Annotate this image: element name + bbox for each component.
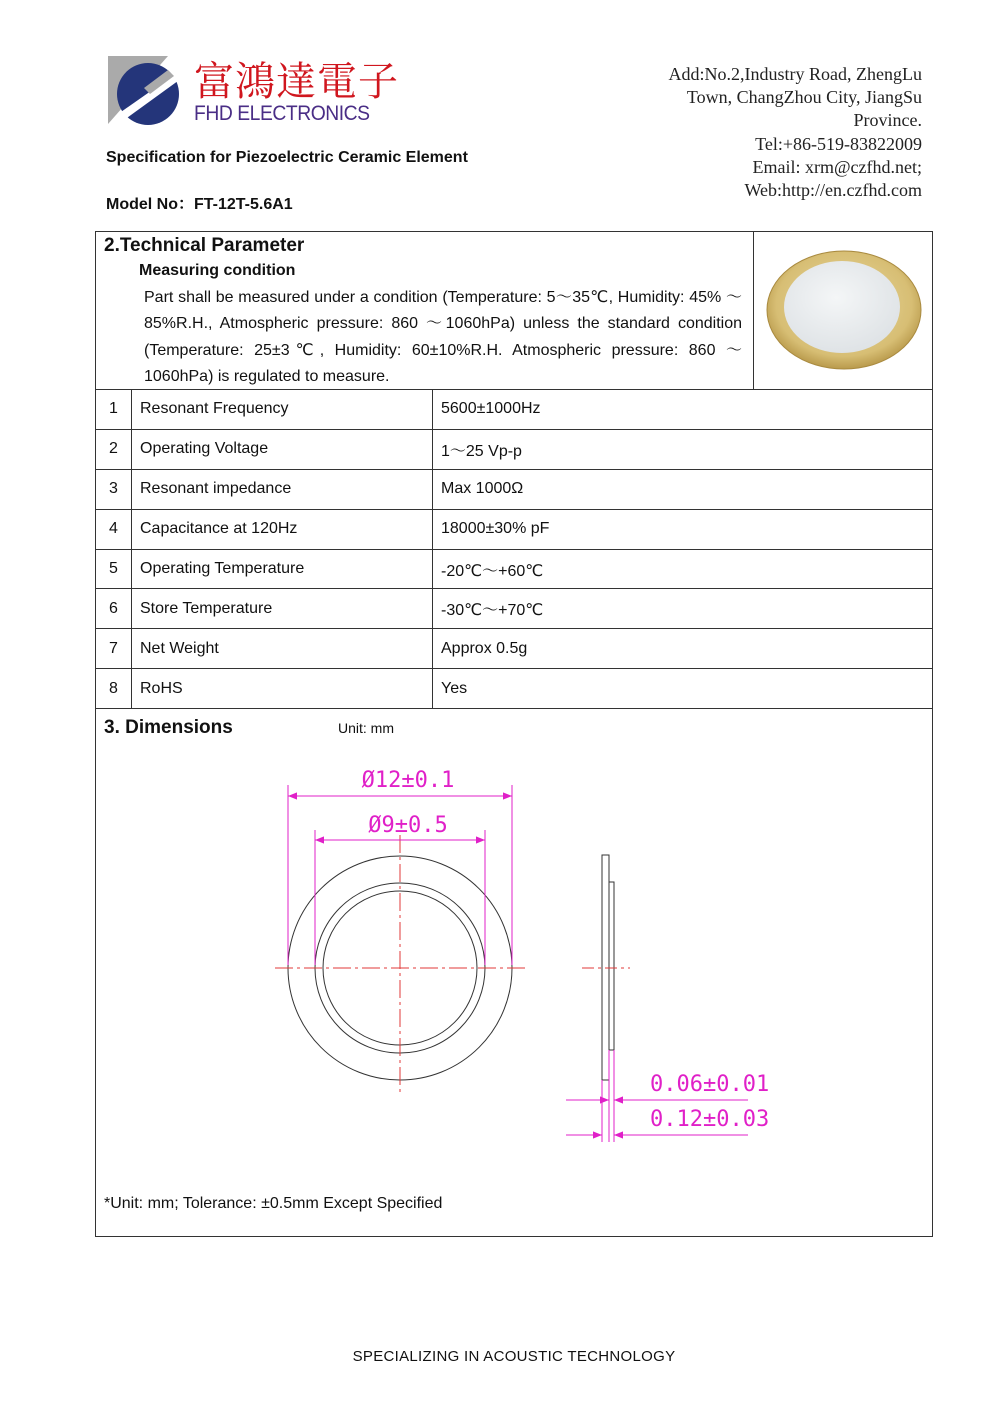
parameter-name: Capacitance at 120Hz xyxy=(132,509,433,549)
parameter-value: -20℃～+60℃ xyxy=(433,549,933,589)
inner-diameter-label: Ø9±0.5 xyxy=(368,813,448,838)
table-row xyxy=(96,429,932,469)
total-thickness-label: 0.12±0.03 xyxy=(650,1107,770,1132)
unit-label: Unit: mm xyxy=(338,720,394,736)
table-row xyxy=(96,549,932,589)
piezo-disc-image xyxy=(754,232,932,389)
parameter-value: 5600±1000Hz xyxy=(433,390,933,429)
table-row xyxy=(96,509,932,549)
row-number: 2 xyxy=(96,429,132,469)
row-number: 5 xyxy=(96,549,132,589)
parameters-table xyxy=(96,390,932,709)
footer-slogan: SPECIALIZING IN ACOUSTIC TECHNOLOGY xyxy=(352,1348,676,1365)
parameter-name: Resonant Frequency xyxy=(132,390,433,429)
brand-name-english: FHD ELECTRONICS xyxy=(194,102,370,125)
parameter-name: Net Weight xyxy=(132,629,433,669)
parameter-name: Operating Temperature xyxy=(132,549,433,589)
table-row xyxy=(96,469,932,509)
fhd-logo-mark xyxy=(104,52,184,132)
parameter-name: RoHS xyxy=(132,669,433,709)
row-number: 4 xyxy=(96,509,132,549)
brand-name-chinese: 富鴻達電子 xyxy=(194,59,399,105)
row-number: 1 xyxy=(96,390,132,429)
top-view xyxy=(275,768,525,1095)
table-row xyxy=(96,629,932,669)
telephone: Tel:+86-519-83822009 xyxy=(755,133,922,154)
table-row xyxy=(96,589,932,629)
row-number: 3 xyxy=(96,469,132,509)
dimension-drawing xyxy=(260,750,780,1150)
row-number: 6 xyxy=(96,589,132,629)
document-title: Specification for Piezoelectric Ceramic Element xyxy=(106,149,468,166)
parameter-name: Operating Voltage xyxy=(132,429,433,469)
model-number xyxy=(106,191,293,214)
row-number: 8 xyxy=(96,669,132,709)
outer-diameter-label: Ø12±0.1 xyxy=(361,768,455,793)
email: Email: xrm@czfhd.net; xyxy=(752,156,922,177)
company-logo xyxy=(104,52,399,132)
product-photo-cell xyxy=(754,232,932,390)
parameter-value: Yes xyxy=(433,669,933,709)
parameter-name: Store Temperature xyxy=(132,589,433,629)
parameter-value: 18000±30% pF xyxy=(433,509,933,549)
parameter-name: Resonant impedance xyxy=(132,469,433,509)
parameter-value: Max 1000Ω xyxy=(433,469,933,509)
dimensions-heading: 3. Dimensions xyxy=(104,717,233,738)
parameter-value: Approx 0.5g xyxy=(433,629,933,669)
ceramic-layer-side xyxy=(609,882,614,1050)
address-line: Add:No.2,Industry Road, ZhengLu xyxy=(668,64,922,84)
parameter-value: -30℃～+70℃ xyxy=(433,589,933,629)
address-line: Town, ChangZhou City, JiangSu xyxy=(686,87,922,108)
website: Web:http://en.czfhd.com xyxy=(744,180,922,201)
side-view xyxy=(566,855,769,1142)
company-address xyxy=(582,63,922,202)
table-row xyxy=(96,669,932,709)
measuring-condition-heading: Measuring condition xyxy=(139,262,296,279)
parameter-value: 1～25 Vp-p xyxy=(433,429,933,469)
model-label: Model No： xyxy=(106,196,194,213)
tolerance-note: *Unit: mm; Tolerance: ±0.5mm Except Specified xyxy=(104,1195,443,1212)
table-row xyxy=(96,390,932,429)
ceramic-thickness-label: 0.06±0.01 xyxy=(650,1072,770,1097)
row-number: 7 xyxy=(96,629,132,669)
measuring-condition-text: Part shall be measured under a condition (Temperature: 5～35℃, Humidity: 45% ～ 85%R.H., Atmospheric pressure: 860 ～1060hPa) unless the standard condition (Temperature: 25±3℃, Humidity: 60±10%R.H. Atmospheric pressure: 860 ～1060hPa) is regulated to measure. xyxy=(144,289,742,385)
technical-parameter-heading: 2.Technical Parameter xyxy=(104,235,305,256)
address-line: Province. xyxy=(853,110,922,131)
model-value: FT-12T-5.6A1 xyxy=(194,196,293,213)
